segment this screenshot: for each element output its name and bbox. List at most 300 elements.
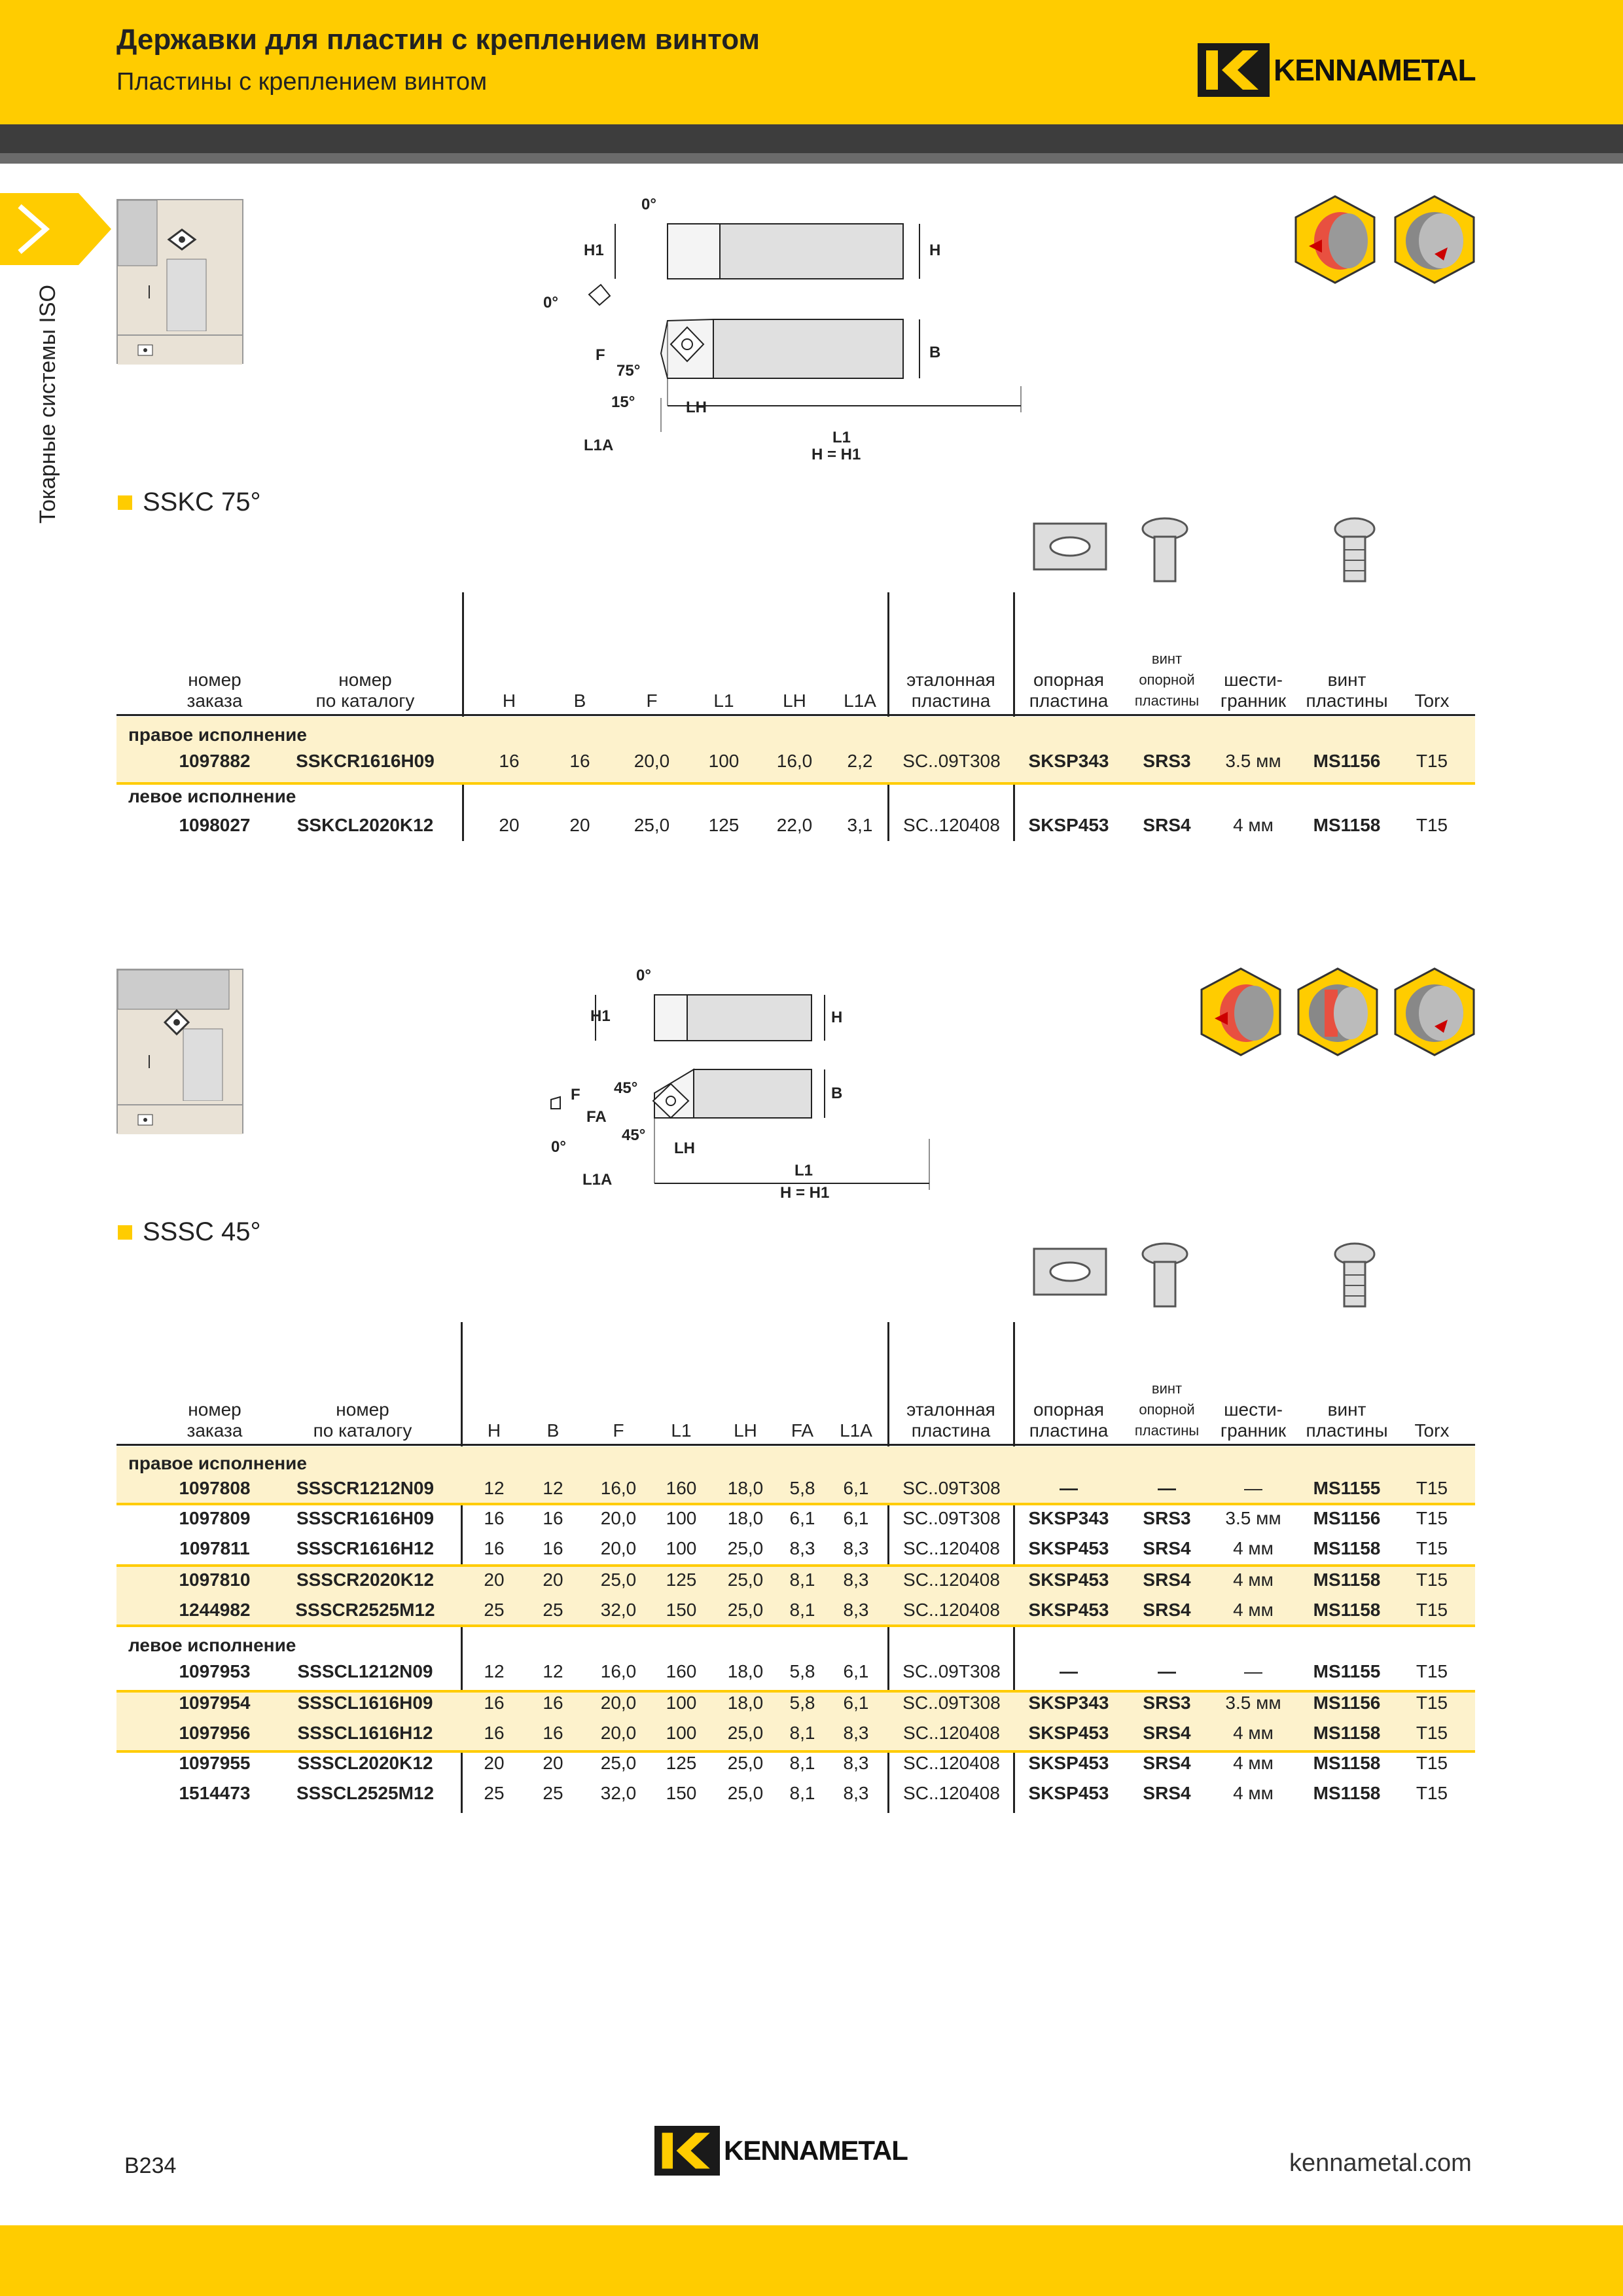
cell-order: 1097810 [179, 1570, 251, 1590]
col-l1: L1 [713, 691, 734, 711]
table-row [116, 751, 1475, 777]
page-subtitle: Пластины с креплением винтом [116, 68, 488, 96]
col-shim-screw: винт [1151, 651, 1183, 667]
col-h: H [487, 1420, 501, 1441]
cell-shimscrew: — [1158, 1478, 1176, 1498]
cell-catalog: SSSCR2020K12 [296, 1570, 435, 1590]
cell-hex: 4 мм [1233, 1570, 1274, 1590]
face-turning-icon [1195, 966, 1287, 1058]
dim-label: L1 [832, 429, 851, 446]
cell-hex: 4 мм [1233, 815, 1274, 835]
cell-L1A: 3,1 [847, 815, 873, 835]
cell-L1A: 6,1 [843, 1478, 869, 1498]
cell-L1: 100 [708, 751, 740, 771]
cell-catalog: SSKCL2020K12 [296, 815, 434, 835]
cell-shimscrew: SRS3 [1143, 1693, 1191, 1713]
cell-order: 1097954 [179, 1693, 251, 1713]
cell-LH: 25,0 [727, 1538, 764, 1558]
cell-shimscrew: SRS3 [1143, 1508, 1191, 1528]
cell-shimscrew: SRS4 [1143, 1723, 1191, 1743]
cell-B: 16 [543, 1538, 563, 1558]
insert-screw-icon [1335, 1244, 1374, 1306]
table-row [116, 1570, 1475, 1596]
cell-shimscrew: SRS4 [1143, 815, 1191, 835]
cell-L1A: 6,1 [843, 1693, 869, 1713]
col-order-sub: заказа [187, 1420, 243, 1441]
dim-label: B [831, 1085, 843, 1102]
dim-label: 0° [641, 196, 656, 213]
holder-thumbnail-2 [116, 969, 243, 1134]
cell-H: 20 [484, 1753, 505, 1773]
col-shim-screw-sub2: пластины [1134, 1422, 1200, 1439]
col-screw: винт [1327, 1399, 1366, 1420]
col-screw: винт [1327, 670, 1366, 690]
col-torx: Torx [1414, 691, 1450, 711]
cell-hex: 4 мм [1233, 1783, 1274, 1803]
col-shim-screw-sub: опорной [1139, 672, 1195, 688]
dim-label: LH [674, 1139, 695, 1157]
table-row [116, 1600, 1475, 1626]
cell-H: 12 [484, 1478, 505, 1498]
dim-label: L1A [584, 437, 614, 454]
footer-logo [654, 2126, 908, 2176]
cell-L1: 125 [666, 1570, 697, 1590]
cell-shimscrew: SRS3 [1143, 751, 1191, 771]
col-insert: эталонная [906, 670, 995, 690]
header-band-lower [0, 153, 1623, 164]
col-shim: опорная [1033, 1399, 1105, 1420]
cell-torx: T15 [1416, 1723, 1448, 1743]
longitudinal-turning-icon [1389, 194, 1480, 285]
header-band [0, 124, 1623, 153]
cell-B: 16 [569, 751, 590, 771]
dim-label: H = H1 [780, 1184, 830, 1202]
cell-L1A: 8,3 [843, 1783, 869, 1803]
title-bullet [118, 495, 132, 510]
cell-L1: 100 [666, 1508, 697, 1528]
holder-drawing-1 [537, 190, 1073, 465]
dim-label: 15° [611, 393, 635, 411]
table-sskc [116, 592, 1475, 848]
table-row [116, 1508, 1475, 1534]
cell-F: 32,0 [600, 1783, 637, 1803]
shim-icon [1034, 1249, 1106, 1295]
cell-L1A: 8,3 [843, 1538, 869, 1558]
dim-label: H [831, 1009, 843, 1026]
cell-B: 20 [543, 1753, 563, 1773]
table-row [116, 1693, 1475, 1719]
cell-screw: MS1158 [1313, 1538, 1381, 1558]
cell-insert: SC..09T308 [902, 1693, 1001, 1713]
brand-name: KENNAMETAL [1274, 53, 1476, 87]
table-row [116, 815, 1475, 841]
cell-B: 20 [543, 1570, 563, 1590]
cell-catalog: SSSCR1212N09 [296, 1478, 435, 1498]
cell-order: 1097809 [179, 1508, 251, 1528]
col-b: B [546, 1420, 560, 1441]
cell-shim: — [1060, 1478, 1078, 1498]
dim-label: 0° [636, 967, 651, 984]
shim-screw-icon [1143, 1244, 1187, 1306]
cell-insert: SC..09T308 [902, 1478, 1001, 1498]
cell-H: 25 [484, 1600, 505, 1620]
dim-label: 0° [551, 1138, 566, 1156]
cell-H: 12 [484, 1661, 505, 1681]
col-torx: Torx [1414, 1420, 1450, 1441]
title-bullet [118, 1225, 132, 1240]
cell-L1: 100 [666, 1723, 697, 1743]
cell-FA: 8,1 [789, 1783, 815, 1803]
cell-L1A: 8,3 [843, 1600, 869, 1620]
col-shim-screw-sub2: пластины [1134, 692, 1200, 709]
cell-shimscrew: SRS4 [1143, 1753, 1191, 1773]
cell-hex: — [1244, 1661, 1262, 1681]
page-title: Державки для пластин с креплением винтом [116, 24, 760, 56]
cell-F: 16,0 [600, 1661, 637, 1681]
operation-icons-1 [1289, 194, 1480, 285]
cell-insert: SC..09T308 [902, 1508, 1001, 1528]
cell-hex: 3.5 мм [1225, 1693, 1281, 1713]
table-row [116, 1783, 1475, 1809]
dim-label: 45° [622, 1126, 646, 1144]
cell-FA: 8,3 [789, 1538, 815, 1558]
cell-order: 1097808 [179, 1478, 251, 1498]
cell-shim: SKSP343 [1028, 1693, 1109, 1713]
cell-B: 16 [543, 1723, 563, 1743]
cell-B: 16 [543, 1508, 563, 1528]
cell-F: 20,0 [600, 1693, 637, 1713]
cell-LH: 25,0 [727, 1600, 764, 1620]
cell-torx: T15 [1416, 815, 1448, 835]
cell-L1A: 8,3 [843, 1570, 869, 1590]
col-lh: LH [734, 1420, 757, 1441]
dim-label: 75° [616, 362, 641, 380]
cell-L1A: 6,1 [843, 1508, 869, 1528]
brand-logo [1198, 43, 1476, 97]
dim-label: H [929, 242, 941, 259]
cell-FA: 8,1 [789, 1753, 815, 1773]
cell-catalog: SSSCL2525M12 [296, 1783, 435, 1803]
table-row [116, 1753, 1475, 1779]
cell-H: 16 [484, 1723, 505, 1743]
cell-torx: T15 [1416, 1661, 1448, 1681]
table-row [116, 1723, 1475, 1749]
table-sssc [116, 1322, 1475, 1820]
cell-hex: — [1244, 1478, 1262, 1498]
dim-label: L1A [582, 1171, 613, 1189]
shim-screw-icon [1143, 518, 1187, 581]
cell-catalog: SSSCL1616H09 [297, 1693, 433, 1713]
cell-L1: 150 [666, 1783, 697, 1803]
cell-insert: SC..120408 [903, 1753, 1000, 1773]
col-fa: FA [791, 1420, 814, 1441]
cell-shimscrew: SRS4 [1143, 1538, 1191, 1558]
dim-label: L1 [794, 1162, 813, 1179]
col-screw-sub: пластины [1306, 1420, 1388, 1441]
cell-L1: 160 [666, 1478, 697, 1498]
col-insert: эталонная [906, 1399, 995, 1420]
cell-hex: 3.5 мм [1225, 1508, 1281, 1528]
cell-insert: SC..120408 [903, 1783, 1000, 1803]
col-shim-screw: винт [1151, 1380, 1183, 1397]
cell-torx: T15 [1416, 1570, 1448, 1590]
col-insert-sub: пластина [911, 1420, 991, 1441]
group-label-right: правое исполнение [128, 725, 307, 745]
cell-order: 1097955 [179, 1753, 251, 1773]
col-catalog: номер [336, 1399, 389, 1420]
cell-B: 12 [543, 1661, 563, 1681]
group-label-left: левое исполнение [128, 1635, 296, 1655]
cell-screw: MS1158 [1313, 1723, 1381, 1743]
table-row [116, 1478, 1475, 1504]
cell-screw: MS1155 [1313, 1661, 1381, 1681]
parts-icons-2 [1027, 1242, 1407, 1314]
cell-FA: 6,1 [789, 1508, 815, 1528]
cell-hex: 4 мм [1233, 1600, 1274, 1620]
cell-shim: SKSP453 [1028, 1600, 1109, 1620]
cell-order: 1244982 [179, 1600, 251, 1620]
cell-B: 16 [543, 1693, 563, 1713]
cell-F: 25,0 [633, 815, 670, 835]
cell-screw: MS1156 [1313, 751, 1381, 771]
cell-insert: SC..120408 [903, 815, 1000, 835]
cell-insert: SC..120408 [903, 1538, 1000, 1558]
footer-band [0, 2225, 1623, 2296]
dim-label: F [571, 1086, 580, 1103]
section-title-2 [118, 1217, 261, 1247]
cell-shim: SKSP453 [1028, 1783, 1109, 1803]
cell-torx: T15 [1416, 1538, 1448, 1558]
cell-screw: MS1158 [1313, 1783, 1381, 1803]
cell-L1A: 8,3 [843, 1723, 869, 1743]
section-title-1 [118, 488, 261, 517]
col-hex-sub: гранник [1220, 691, 1287, 711]
cell-shim: SKSP453 [1028, 1723, 1109, 1743]
col-h: H [502, 691, 516, 711]
dim-label: FA [586, 1108, 607, 1126]
cell-shimscrew: SRS4 [1143, 1600, 1191, 1620]
cell-F: 16,0 [600, 1478, 637, 1498]
cell-screw: MS1155 [1313, 1478, 1381, 1498]
cell-L1: 125 [708, 815, 740, 835]
cell-torx: T15 [1416, 1600, 1448, 1620]
cell-LH: 25,0 [727, 1723, 764, 1743]
cell-order: 1097953 [179, 1661, 251, 1681]
cell-catalog: SSSCL1616H12 [297, 1723, 433, 1743]
cell-FA: 8,1 [789, 1723, 815, 1743]
kennametal-mark-icon [654, 2126, 720, 2176]
cell-L1: 100 [666, 1538, 697, 1558]
cell-LH: 16,0 [776, 751, 813, 771]
cell-insert: SC..120408 [903, 1600, 1000, 1620]
cell-torx: T15 [1416, 1508, 1448, 1528]
cell-torx: T15 [1416, 1753, 1448, 1773]
col-b: B [573, 691, 586, 711]
cell-H: 20 [499, 815, 520, 835]
cell-B: 25 [543, 1600, 563, 1620]
cell-insert: SC..09T308 [902, 751, 1001, 771]
col-l1a: L1A [844, 691, 876, 711]
cell-screw: MS1156 [1313, 1508, 1381, 1528]
section-tab [0, 193, 111, 265]
col-hex: шести- [1224, 670, 1283, 690]
cell-F: 20,0 [600, 1538, 637, 1558]
col-shim: опорная [1033, 670, 1105, 690]
table-row [116, 1538, 1475, 1564]
cell-shim: SKSP343 [1028, 751, 1109, 771]
table-row [116, 1661, 1475, 1687]
cell-hex: 4 мм [1233, 1753, 1274, 1773]
profiling-icon [1292, 966, 1383, 1058]
cell-LH: 18,0 [727, 1478, 764, 1498]
cell-insert: SC..09T308 [902, 1661, 1001, 1681]
page-number: B234 [124, 2153, 177, 2178]
insert-screw-icon [1335, 518, 1374, 581]
cell-shimscrew: SRS4 [1143, 1783, 1191, 1803]
col-catalog-sub: по каталогу [315, 691, 415, 711]
cell-F: 25,0 [600, 1570, 637, 1590]
col-screw-sub: пластины [1306, 691, 1388, 711]
dim-label: H1 [584, 242, 604, 259]
dim-label: F [596, 346, 605, 364]
cell-L1: 150 [666, 1600, 697, 1620]
cell-catalog: SSSCR2525M12 [295, 1600, 435, 1620]
longitudinal-turning-icon [1389, 966, 1480, 1058]
cell-order: 1097882 [179, 751, 251, 771]
dim-label: 45° [614, 1079, 638, 1097]
col-shim-screw-sub: опорной [1139, 1401, 1195, 1418]
cell-screw: MS1158 [1313, 1753, 1381, 1773]
cell-shim: SKSP453 [1028, 815, 1109, 835]
col-lh: LH [783, 691, 806, 711]
cell-shim: — [1060, 1661, 1078, 1681]
cell-LH: 22,0 [776, 815, 813, 835]
col-order: номер [188, 1399, 241, 1420]
cell-F: 32,0 [600, 1600, 637, 1620]
cell-insert: SC..120408 [903, 1723, 1000, 1743]
cell-LH: 25,0 [727, 1753, 764, 1773]
cell-LH: 25,0 [727, 1783, 764, 1803]
cell-FA: 5,8 [789, 1693, 815, 1713]
cell-order: 1097956 [179, 1723, 251, 1743]
cell-shim: SKSP453 [1028, 1570, 1109, 1590]
cell-insert: SC..120408 [903, 1570, 1000, 1590]
section-title-text: SSKC 75° [143, 488, 261, 516]
cell-order: 1514473 [179, 1783, 251, 1803]
parts-icons-1 [1027, 517, 1407, 589]
cell-FA: 8,1 [789, 1600, 815, 1620]
group-label-right: правое исполнение [128, 1453, 307, 1473]
col-order-sub: заказа [187, 691, 243, 711]
cell-L1A: 2,2 [847, 751, 873, 771]
cell-shim: SKSP453 [1028, 1753, 1109, 1773]
cell-H: 16 [484, 1538, 505, 1558]
cell-LH: 18,0 [727, 1693, 764, 1713]
cell-shim: SKSP453 [1028, 1538, 1109, 1558]
cell-catalog: SSSCL2020K12 [297, 1753, 433, 1773]
cell-FA: 8,1 [789, 1570, 815, 1590]
footer-brand-name: KENNAMETAL [724, 2135, 908, 2166]
col-hex: шести- [1224, 1399, 1283, 1420]
col-l1a: L1A [840, 1420, 872, 1441]
cell-L1: 125 [666, 1753, 697, 1773]
cell-L1: 160 [666, 1661, 697, 1681]
cell-F: 20,0 [633, 751, 670, 771]
cell-hex: 4 мм [1233, 1538, 1274, 1558]
operation-icons-2 [1195, 966, 1480, 1058]
dim-label: H1 [590, 1007, 611, 1025]
cell-F: 25,0 [600, 1753, 637, 1773]
col-order: номер [188, 670, 241, 690]
cell-B: 12 [543, 1478, 563, 1498]
cell-H: 16 [484, 1693, 505, 1713]
dim-label: LH [686, 399, 707, 416]
cell-FA: 5,8 [789, 1661, 815, 1681]
shim-icon [1034, 524, 1106, 569]
cell-H: 16 [499, 751, 520, 771]
cell-H: 25 [484, 1783, 505, 1803]
cell-F: 20,0 [600, 1723, 637, 1743]
cell-shim: SKSP343 [1028, 1508, 1109, 1528]
holder-drawing-2 [537, 962, 1008, 1211]
cell-LH: 18,0 [727, 1661, 764, 1681]
cell-torx: T15 [1416, 751, 1448, 771]
face-turning-icon [1289, 194, 1381, 285]
cell-L1: 100 [666, 1693, 697, 1713]
cell-screw: MS1156 [1313, 1693, 1381, 1713]
cell-LH: 25,0 [727, 1570, 764, 1590]
cell-hex: 4 мм [1233, 1723, 1274, 1743]
cell-torx: T15 [1416, 1693, 1448, 1713]
cell-H: 20 [484, 1570, 505, 1590]
col-f: F [646, 691, 658, 711]
cell-catalog: SSKCR1616H09 [296, 751, 435, 771]
col-insert-sub: пластина [911, 691, 991, 711]
cell-B: 25 [543, 1783, 563, 1803]
cell-H: 16 [484, 1508, 505, 1528]
cell-screw: MS1158 [1313, 815, 1381, 835]
website-link[interactable]: kennametal.com [1289, 2149, 1472, 2177]
cell-order: 1098027 [179, 815, 251, 835]
cell-catalog: SSSCL1212N09 [297, 1661, 433, 1681]
holder-thumbnail-1 [116, 199, 243, 364]
col-f: F [613, 1420, 624, 1441]
dim-label: H = H1 [812, 446, 861, 463]
cell-order: 1097811 [179, 1538, 250, 1558]
col-catalog: номер [338, 670, 392, 690]
cell-L1A: 8,3 [843, 1753, 869, 1773]
dim-label: B [929, 344, 941, 361]
cell-F: 20,0 [600, 1508, 637, 1528]
cell-torx: T15 [1416, 1783, 1448, 1803]
dim-label: 0° [543, 294, 558, 312]
cell-LH: 18,0 [727, 1508, 764, 1528]
col-l1: L1 [671, 1420, 692, 1441]
cell-screw: MS1158 [1313, 1600, 1381, 1620]
cell-L1A: 6,1 [843, 1661, 869, 1681]
kennametal-mark-icon [1198, 43, 1270, 97]
cell-screw: MS1158 [1313, 1570, 1381, 1590]
cell-catalog: SSSCR1616H12 [296, 1538, 435, 1558]
section-title-text: SSSC 45° [143, 1217, 261, 1246]
col-shim-sub: пластина [1029, 691, 1109, 711]
col-catalog-sub: по каталогу [313, 1420, 412, 1441]
cell-catalog: SSSCR1616H09 [296, 1508, 435, 1528]
cell-FA: 5,8 [789, 1478, 815, 1498]
cell-torx: T15 [1416, 1478, 1448, 1498]
cell-shimscrew: — [1158, 1661, 1176, 1681]
col-hex-sub: гранник [1220, 1420, 1287, 1441]
